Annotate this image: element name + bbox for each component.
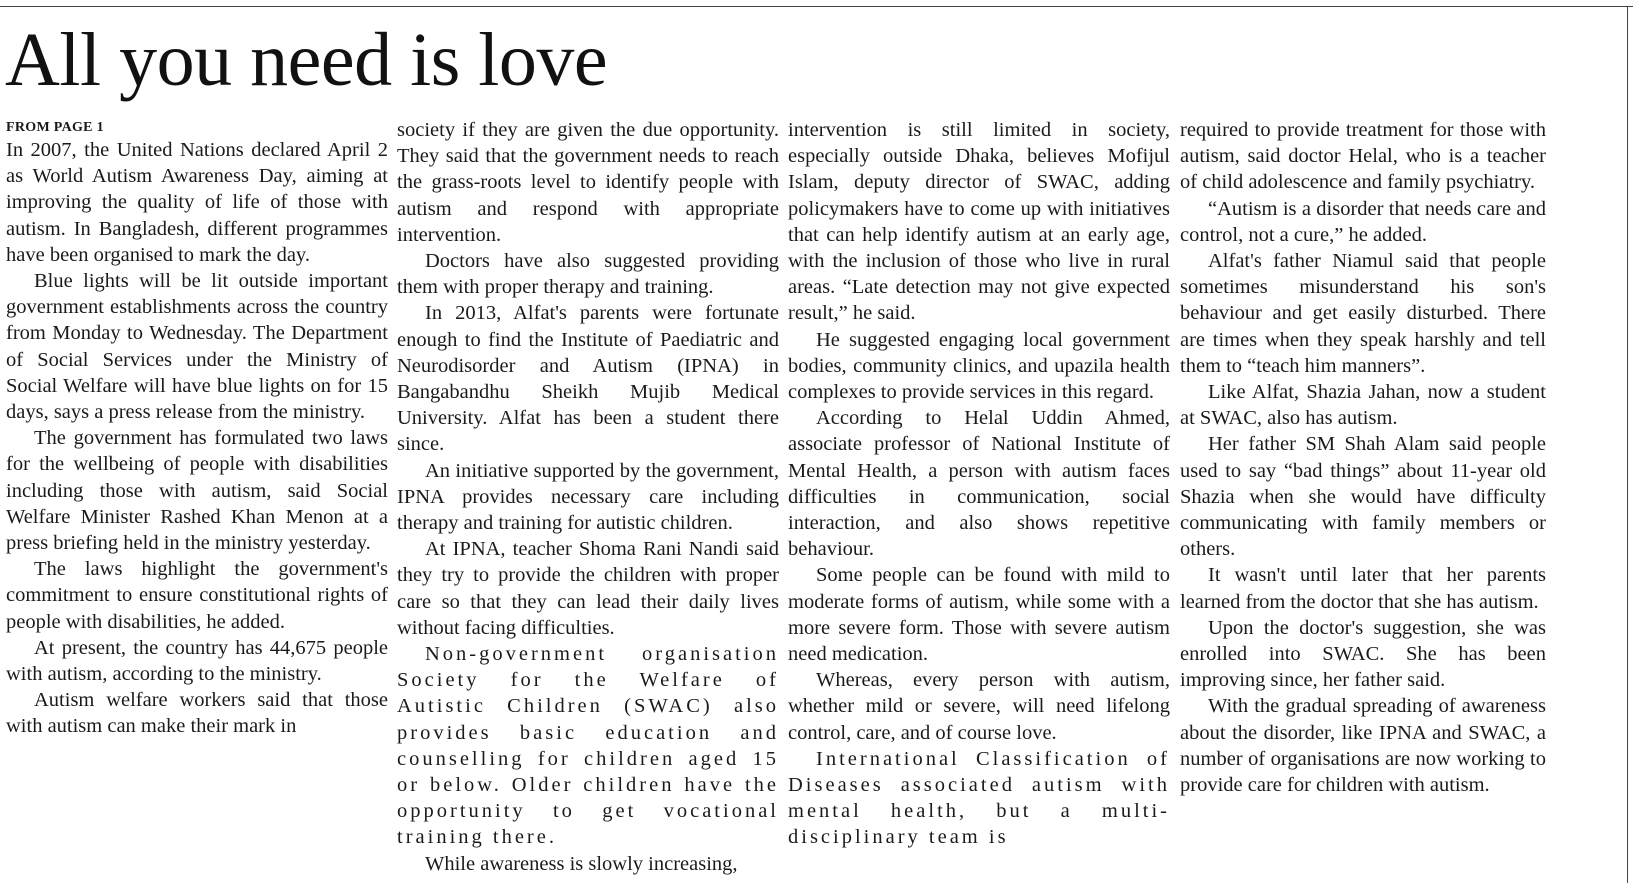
paragraph: An initiative supported by the government, IPNA provides necessary care including therapy and training for autistic children. <box>397 459 779 535</box>
paragraph: required to provide treatment for those with autism, said doctor Helal, who is a teacher of child adolescence and family psychiatry. <box>1180 119 1546 194</box>
paragraph: He suggested engaging local government bodies, community clinics, and upazila health complexes to provide services in this regard. <box>788 328 1170 404</box>
paragraph: At IPNA, teacher Shoma Rani Nandi said they try to provide the children with proper care so that they can lead their daily lives without facing difficulties. <box>397 538 779 639</box>
paragraph: At present, the country has 44,675 people with autism, according to the ministry. <box>6 636 388 686</box>
paragraph: Some people can be found with mild to moderate forms of autism, while some with a more severe form. Those with severe autism need medication. <box>788 564 1170 666</box>
paragraph: The laws highlight the government's commitment to ensure constitutional rights of people with disabilities, he added. <box>6 558 388 633</box>
paragraph: International Classification of Diseases associated autism with mental health, but a multi-disciplinary team is <box>788 747 1170 849</box>
column-4 <box>1180 117 1546 798</box>
paragraph: Alfat's father Niamul said that people sometimes misunderstand his son's behaviour and get easily disturbed. There are times when they speak harshly and tell them to “teach him manners”. <box>1180 250 1546 377</box>
paragraph: society if they are given the due opportunity. They said that the government needs to reach the grass-roots level to identify people with autism and respond with appropriate intervention. <box>397 119 779 246</box>
paragraph: It wasn't until later that her parents learned from the doctor that she has autism. <box>1180 564 1546 613</box>
paragraph: Upon the doctor's suggestion, she was enrolled into SWAC. She has been improving since, her father said. <box>1180 616 1546 692</box>
column-3 <box>788 117 1170 851</box>
paragraph: intervention is still limited in society, especially outside Dhaka, believes Mofijul Islam, deputy director of SWAC, adding policymakers have to come up with initiatives that can help identify autism at an early age, with the inclusion of those who live in rural areas. “Late detection may not give expected result,” he said. <box>788 119 1170 325</box>
paragraph: Whereas, every person with autism, whether mild or severe, will need lifelong control, care, and of course love. <box>788 669 1170 744</box>
paragraph: Her father SM Shah Alam said people used to say “bad things” about 11-year old Shazia when she would have difficulty communicating with family members or others. <box>1180 433 1546 561</box>
paragraph: The government has formulated two laws for the wellbeing of people with disabilities including those with autism, said Social Welfare Minister Rashed Khan Menon at a press briefing held in the ministry yesterday. <box>6 427 388 555</box>
from-page-label: FROM PAGE 1 <box>6 120 104 135</box>
headline: All you need is love <box>5 18 608 102</box>
paragraph: “Autism is a disorder that needs care and control, not a cure,” he added. <box>1180 197 1546 246</box>
top-rule <box>0 6 1633 7</box>
column-1 <box>6 117 388 740</box>
paragraph: Like Alfat, Shazia Jahan, now a student at SWAC, also has autism. <box>1180 381 1546 430</box>
paragraph: Non-government organisation Society for the Welfare of Autistic Children (SWAC) also provides basic education and counselling for children aged 15 or below. Older children have the opportunity to get vocational training there. <box>397 643 779 849</box>
paragraph: Autism welfare workers said that those with autism can make their mark in <box>6 689 388 738</box>
paragraph: With the gradual spreading of awareness about the disorder, like IPNA and SWAC, a number of organisations are now working to provide care for children with autism. <box>1180 695 1546 797</box>
column-2 <box>397 117 779 877</box>
right-rule <box>1627 6 1628 883</box>
paragraph: Blue lights will be lit outside important government establishments across the country from Monday to Wednesday. The Department of Social Services under the Ministry of Social Welfare will have blue lights on for 15 days, says a press release from the ministry. <box>6 270 388 424</box>
paragraph: Doctors have also suggested providing them with proper therapy and training. <box>397 250 779 299</box>
paragraph: In 2013, Alfat's parents were fortunate enough to find the Institute of Paediatric and Neurodisorder and Autism (IPNA) in Bangabandhu Sheikh Mujib Medical University. Alfat has been a student there since. <box>397 302 779 456</box>
paragraph: According to Helal Uddin Ahmed, associate professor of National Institute of Mental Health, a person with autism faces difficulties in communication, social interaction, and also shows repetitive behaviour. <box>788 407 1170 561</box>
article-body <box>6 117 1619 883</box>
paragraph: While awareness is slowly increasing, <box>425 852 738 875</box>
paragraph: In 2007, the United Nations declared April 2 as World Autism Awareness Day, aiming at improving the quality of life of those with autism. In Bangladesh, different programmes have been organised to mark the day. <box>6 139 388 266</box>
